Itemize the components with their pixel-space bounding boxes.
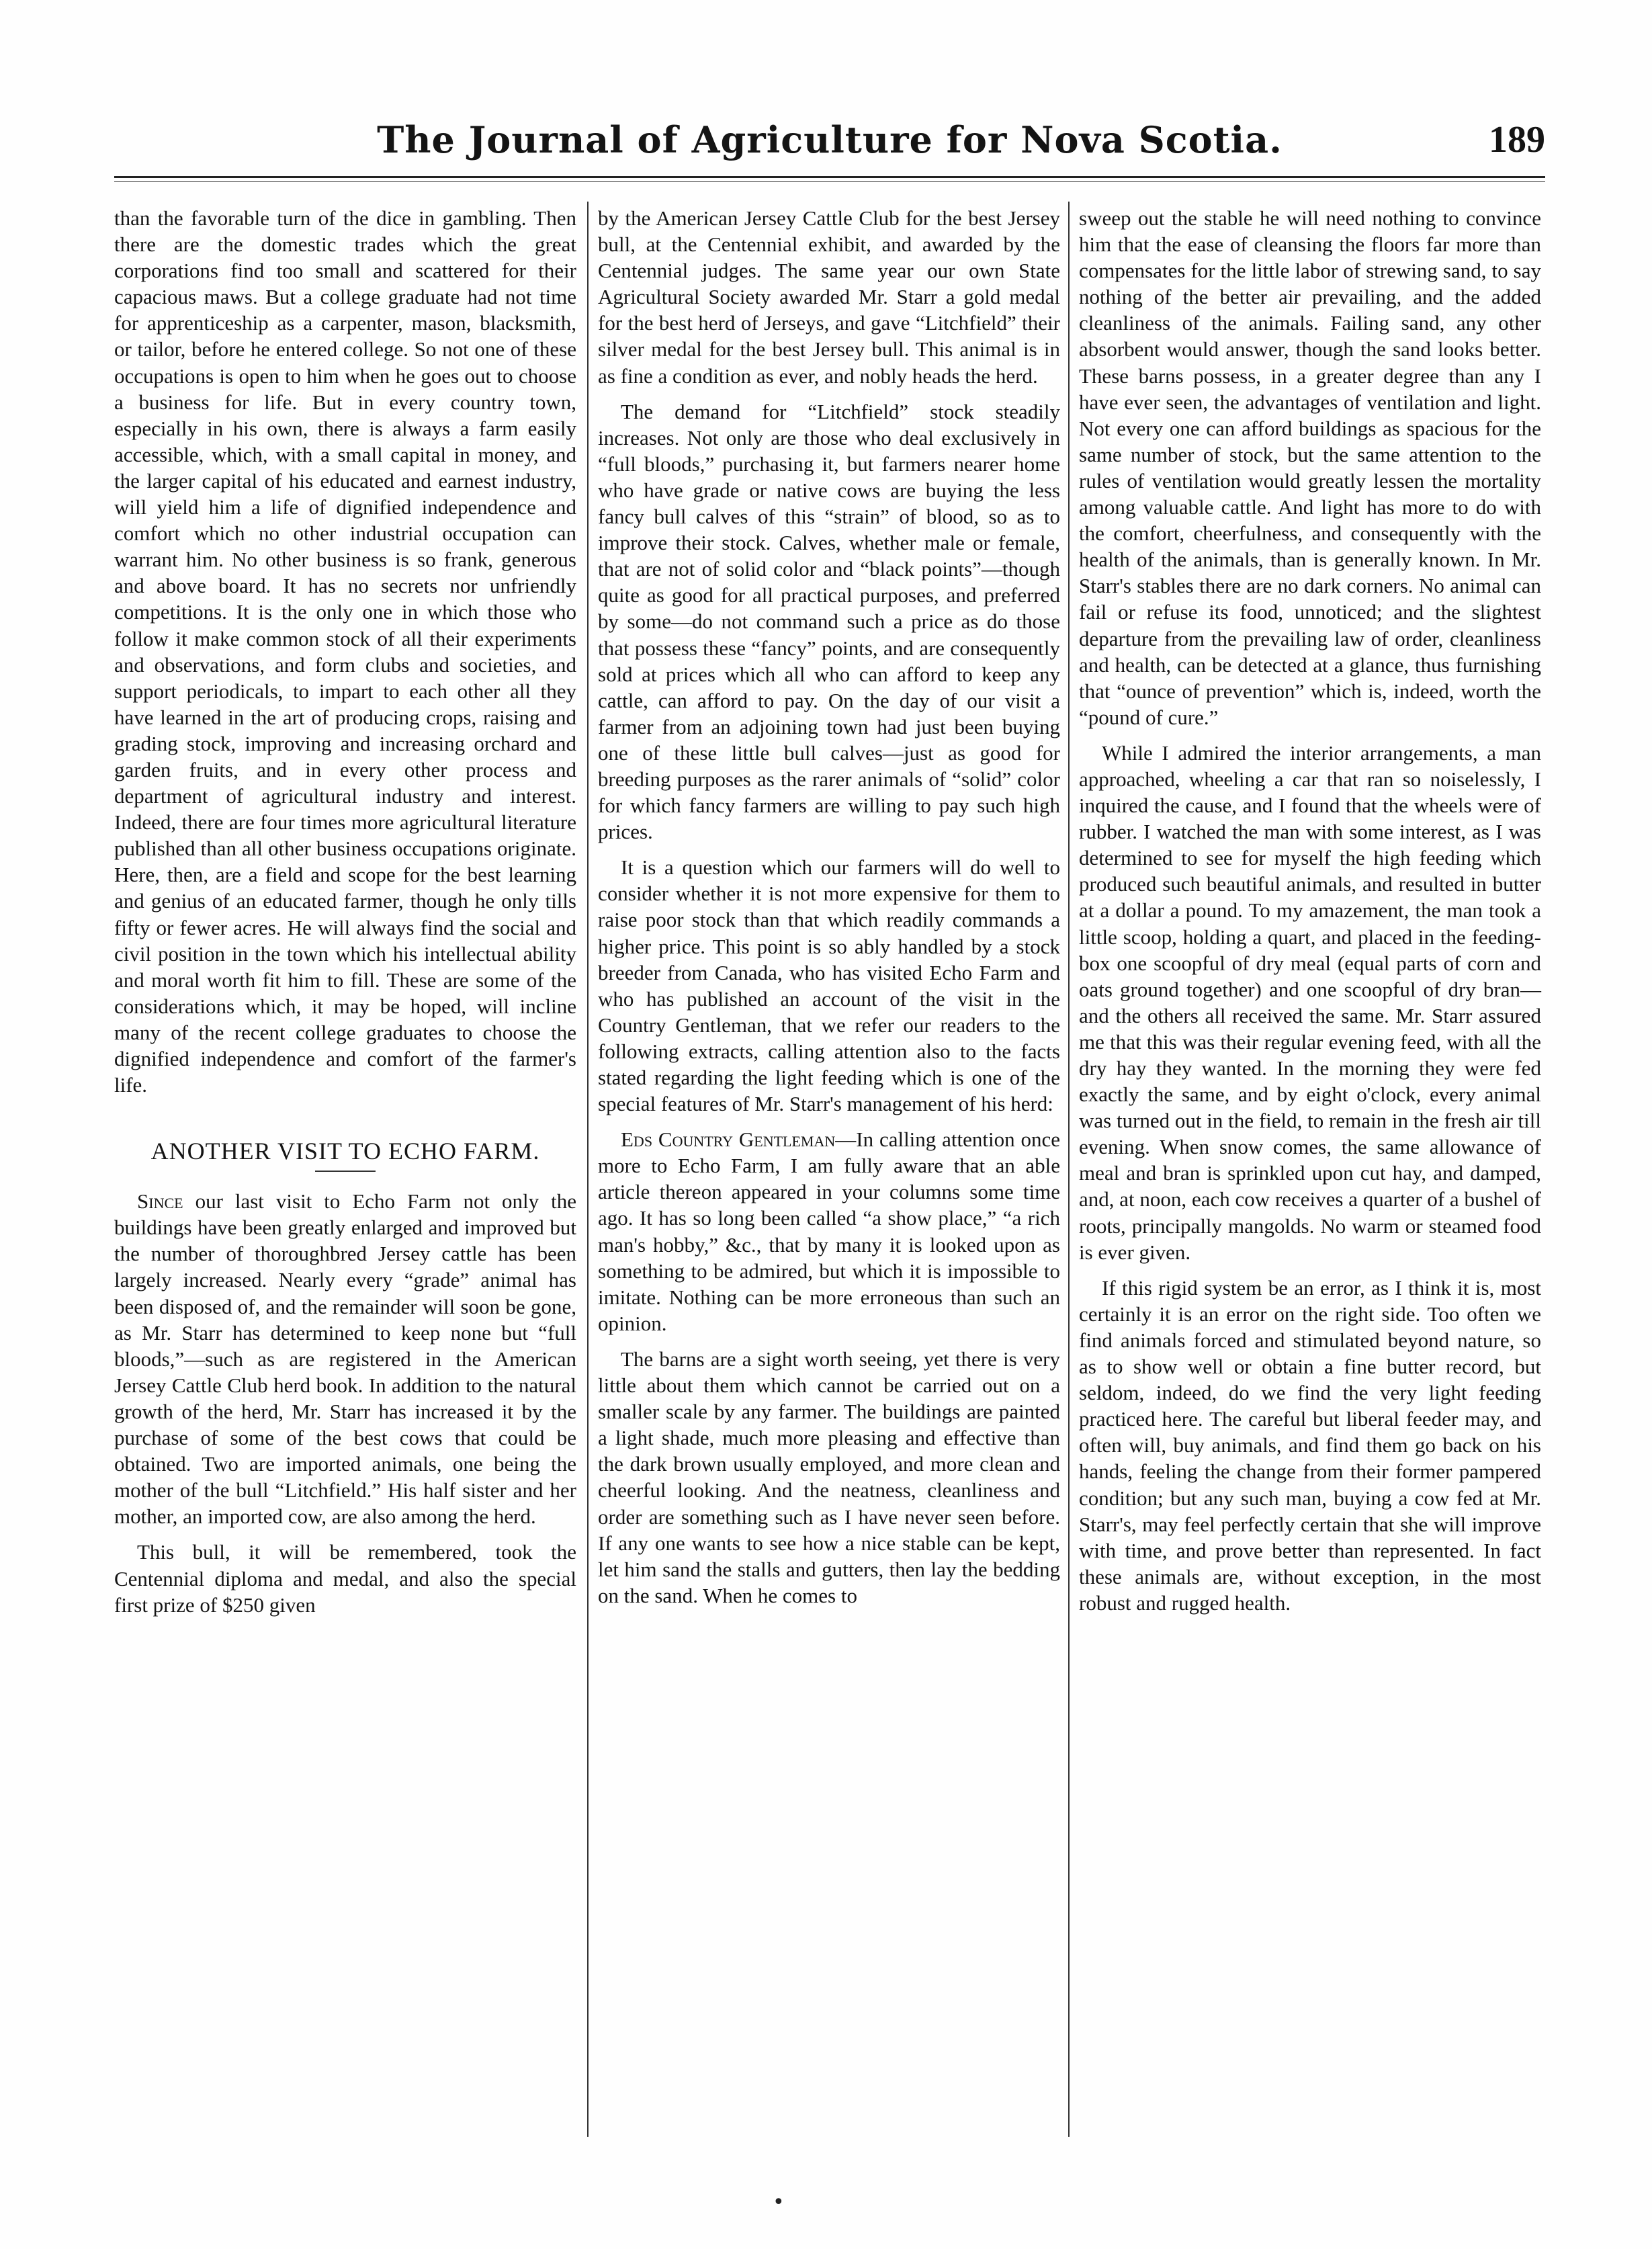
paragraph: than the favorable turn of the dice in gambling. Then there are the domestic trades which the great corporations find too small and scattered for their capacious maws. But a college graduate had not time for apprenticeship as a carpenter, mason, blacksmith, or tailor, before he entered college. So not one of these occupations is open to him when he goes out to choose a business for life. But in every country town, especially in his own, there is always a farm easily accessible, which, with a small capital in money, and the larger capital of his educated and earnest industry, will yield him a life of dignified independence and comfort which no other industrial occupation can warrant him. No other business is so frank, generous and above board. It has no secrets nor unfriendly competitions. It is the only one in which those who follow it make common stock of all their experiments and observations, and form clubs and societies, and support periodicals, to impart to each other all they have learned in the art of producing crops, raising and grading stock, improving and increasing orchard and garden fruits, and in every other process and department of agricultural industry and interest. Indeed, there are four times more agricultural literature published than all other business occupations originate. Here, then, are a field and scope for the best learning and genius of an educated farmer, though he only tills fifty or fewer acres. He will always find the social and civil position in the town which his intellectual ability and moral worth fit him to fill. These are some of the considerations which, it may be hoped, will incline many of the recent college graduates to choose the dignified independence and comfort of the farmer's life. [114, 206, 576, 1097]
article-heading: ANOTHER VISIT TO ECHO FARM. [150, 1138, 540, 1165]
column-divider-1 [587, 202, 589, 2137]
column-3 [1079, 205, 1541, 1625]
footer-mark: • [773, 2191, 785, 2214]
heading-rule [315, 1171, 376, 1172]
article-paragraph-text: our last visit to Echo Farm not only the buildings have been greatly enlarged and improved but the number of thoroughbred Jersey cattle has been largely increased. Nearly every “grade” animal has been disposed of, and the remainder will soon be gone, as Mr. Starr has determined to keep none but “full bloods,”—such as are registered in the American Jersey Cattle Club herd book. In addition to the natural growth of the herd, Mr. Starr has increased it by the purchase of some of the best cows that could be obtained. Two are imported animals, one being the mother of the bull “Litchfield.” His half sister and her mother, an imported cow, are also among the herd. [114, 1189, 576, 1529]
letter-salutation: Eds Country Gentleman [621, 1128, 836, 1152]
letter-paragraph: The barns are a sight worth seeing, yet there is very little about them which cannot be carried out on a smaller scale by any farmer. The buildings are painted a light shade, much more pleasing and effective than the dark brown usually employed, and more clean and cheerful looking. And the neatness, cleanliness and order are something such as I have never seen before. If any one wants to see how a nice stable can be kept, let him sand the stalls and gutters, then lay the bedding on the sand. When he comes to [598, 1347, 1060, 1607]
lead-word: Since [137, 1189, 183, 1214]
page-number: 189 [1489, 119, 1545, 161]
article-paragraph [114, 1188, 576, 1529]
paragraph: by the American Jersey Cattle Club for the best Jersey bull, at the Centennial exhibit, and awarded by the Centennial judges. The same year our own State Agricultural Society awarded Mr. Starr a gold medal for the best herd of Jerseys, and gave “Litchfield” their silver medal for the best Jersey bull. This animal is in as fine a condition as ever, and nobly heads the herd. [598, 206, 1060, 388]
paragraph: If this rigid system be an error, as I think it is, most certainly it is an error on the right side. Too often we find animals forced and stimulated beyond nature, so as to show well or obtain a fine butter record, but seldom, indeed, do we find the very light feeding practiced here. The careful but liberal feeder may, and often will, buy animals, and find them go back on his hands, feeling the change from their former pampered condition; but any such man, buying a cow fed at Mr. Starr's, may feel perfectly certain that she will improve with time, and prove better than represented. In fact these animals are, without exception, in the most robust and rugged health. [1079, 1275, 1541, 1615]
paragraph: sweep out the stable he will need nothing to convince him that the ease of cleansing the floors far more than compensates for the little labor of strewing sand, to say nothing of the better air prevailing, and the added cleanliness of the animals. Failing sand, any other absorbent would answer, though the sand looks better. These barns possess, in a greater degree than any I have ever seen, the advantages of ventilation and light. Not every one can afford buildings as spacious for the same number of stock, but the same attention to the rules of ventilation would greatly lessen the mortality among valuable cattle. And light has more to do with the comfort, cheerfulness, and consequently with the health of the animals, than is generally known. In Mr. Starr's stables there are no dark corners. No animal can fail or refuse its food, unnoticed; and the slightest departure from the prevailing law of order, cleanliness and health, can be detected at a glance, thus furnishing that “ounce of prevention” which is, indeed, worth the “pound of cure.” [1079, 206, 1541, 729]
letter-paragraph [598, 1126, 1060, 1336]
paragraph: The demand for “Litchfield” stock steadily increases. Not only are those who deal exclusively in “full bloods,” purchasing it, but farmers nearer home who have grade or native cows are buying the less fancy bull calves of this “strain” of blood, so as to improve their stock. Calves, whether male or female, that are not of solid color and “black points”—though quite as good for all practical purposes, and preferred by some—do not command such a price as do those that possess these “fancy” points, and are consequently sold at prices which all who can afford to keep any cattle, can afford to pay. On the day of our visit a farmer from an adjoining town had just been buying one of these little bull calves—just as good for breeding purposes as the rarer animals of “solid” color for which fancy farmers are willing to pay such high prices. [598, 399, 1060, 844]
article-paragraph: This bull, it will be remembered, took the Centennial diploma and medal, and also the special first prize of $250 given [114, 1540, 576, 1617]
page-header [114, 114, 1545, 168]
column-1 [114, 205, 576, 1627]
paragraph: While I admired the interior arrangements, a man approached, wheeling a car that ran so noiselessly, I inquired the cause, and I found that the wheels were of rubber. I watched the man with some interest, as I was determined to see for myself the high feeding which produced such beautiful animals, and resulted in butter at a dollar a pound. To my amazement, the man took a little scoop, holding a quart, and placed in the feeding-box one scoopful of dry meal (equal parts of corn and oats ground together) and one scoopful of dry bran—and the others all received the same. Mr. Starr assured me that this was their regular evening feed, with all the dry hay they wanted. In the morning they were fed exactly the same, and by eight o'clock, every animal was turned out in the field, to remain in the fresh air till evening. When snow comes, the same allowance of meal and bran is sprinkled upon cut hay, and damped, and, at noon, each cow receives a quarter of a bushel of roots, principally mangolds. No warm or steamed food is ever given. [1079, 740, 1541, 1264]
column-2 [598, 205, 1060, 1618]
letter-paragraph-text: —In calling attention once more to Echo Farm, I am fully aware that an able article thereon appeared in your columns some time ago. It has so long been called “a show place,” “a rich man's hobby,” &c., that by many it is looked upon as something to be admired, but which it is impossible to imitate. Nothing can be more erroneous than such an opinion. [598, 1128, 1060, 1335]
paragraph: It is a question which our farmers will do well to consider whether it is not more expensive for them to raise poor stock than that which readily commands a higher price. This point is so ably handled by a stock breeder from Canada, who has visited Echo Farm and who has published an account of the visit in the Country Gentleman, that we refer our readers to the following extracts, calling attention also to the facts stated regarding the light feeding which is one of the special features of Mr. Starr's management of his herd: [598, 855, 1060, 1116]
header-rule [114, 176, 1545, 178]
header-rule-thin [114, 181, 1545, 182]
running-title: The Journal of Agriculture for Nova Scotia. [377, 118, 1283, 161]
column-divider-2 [1068, 202, 1070, 2137]
